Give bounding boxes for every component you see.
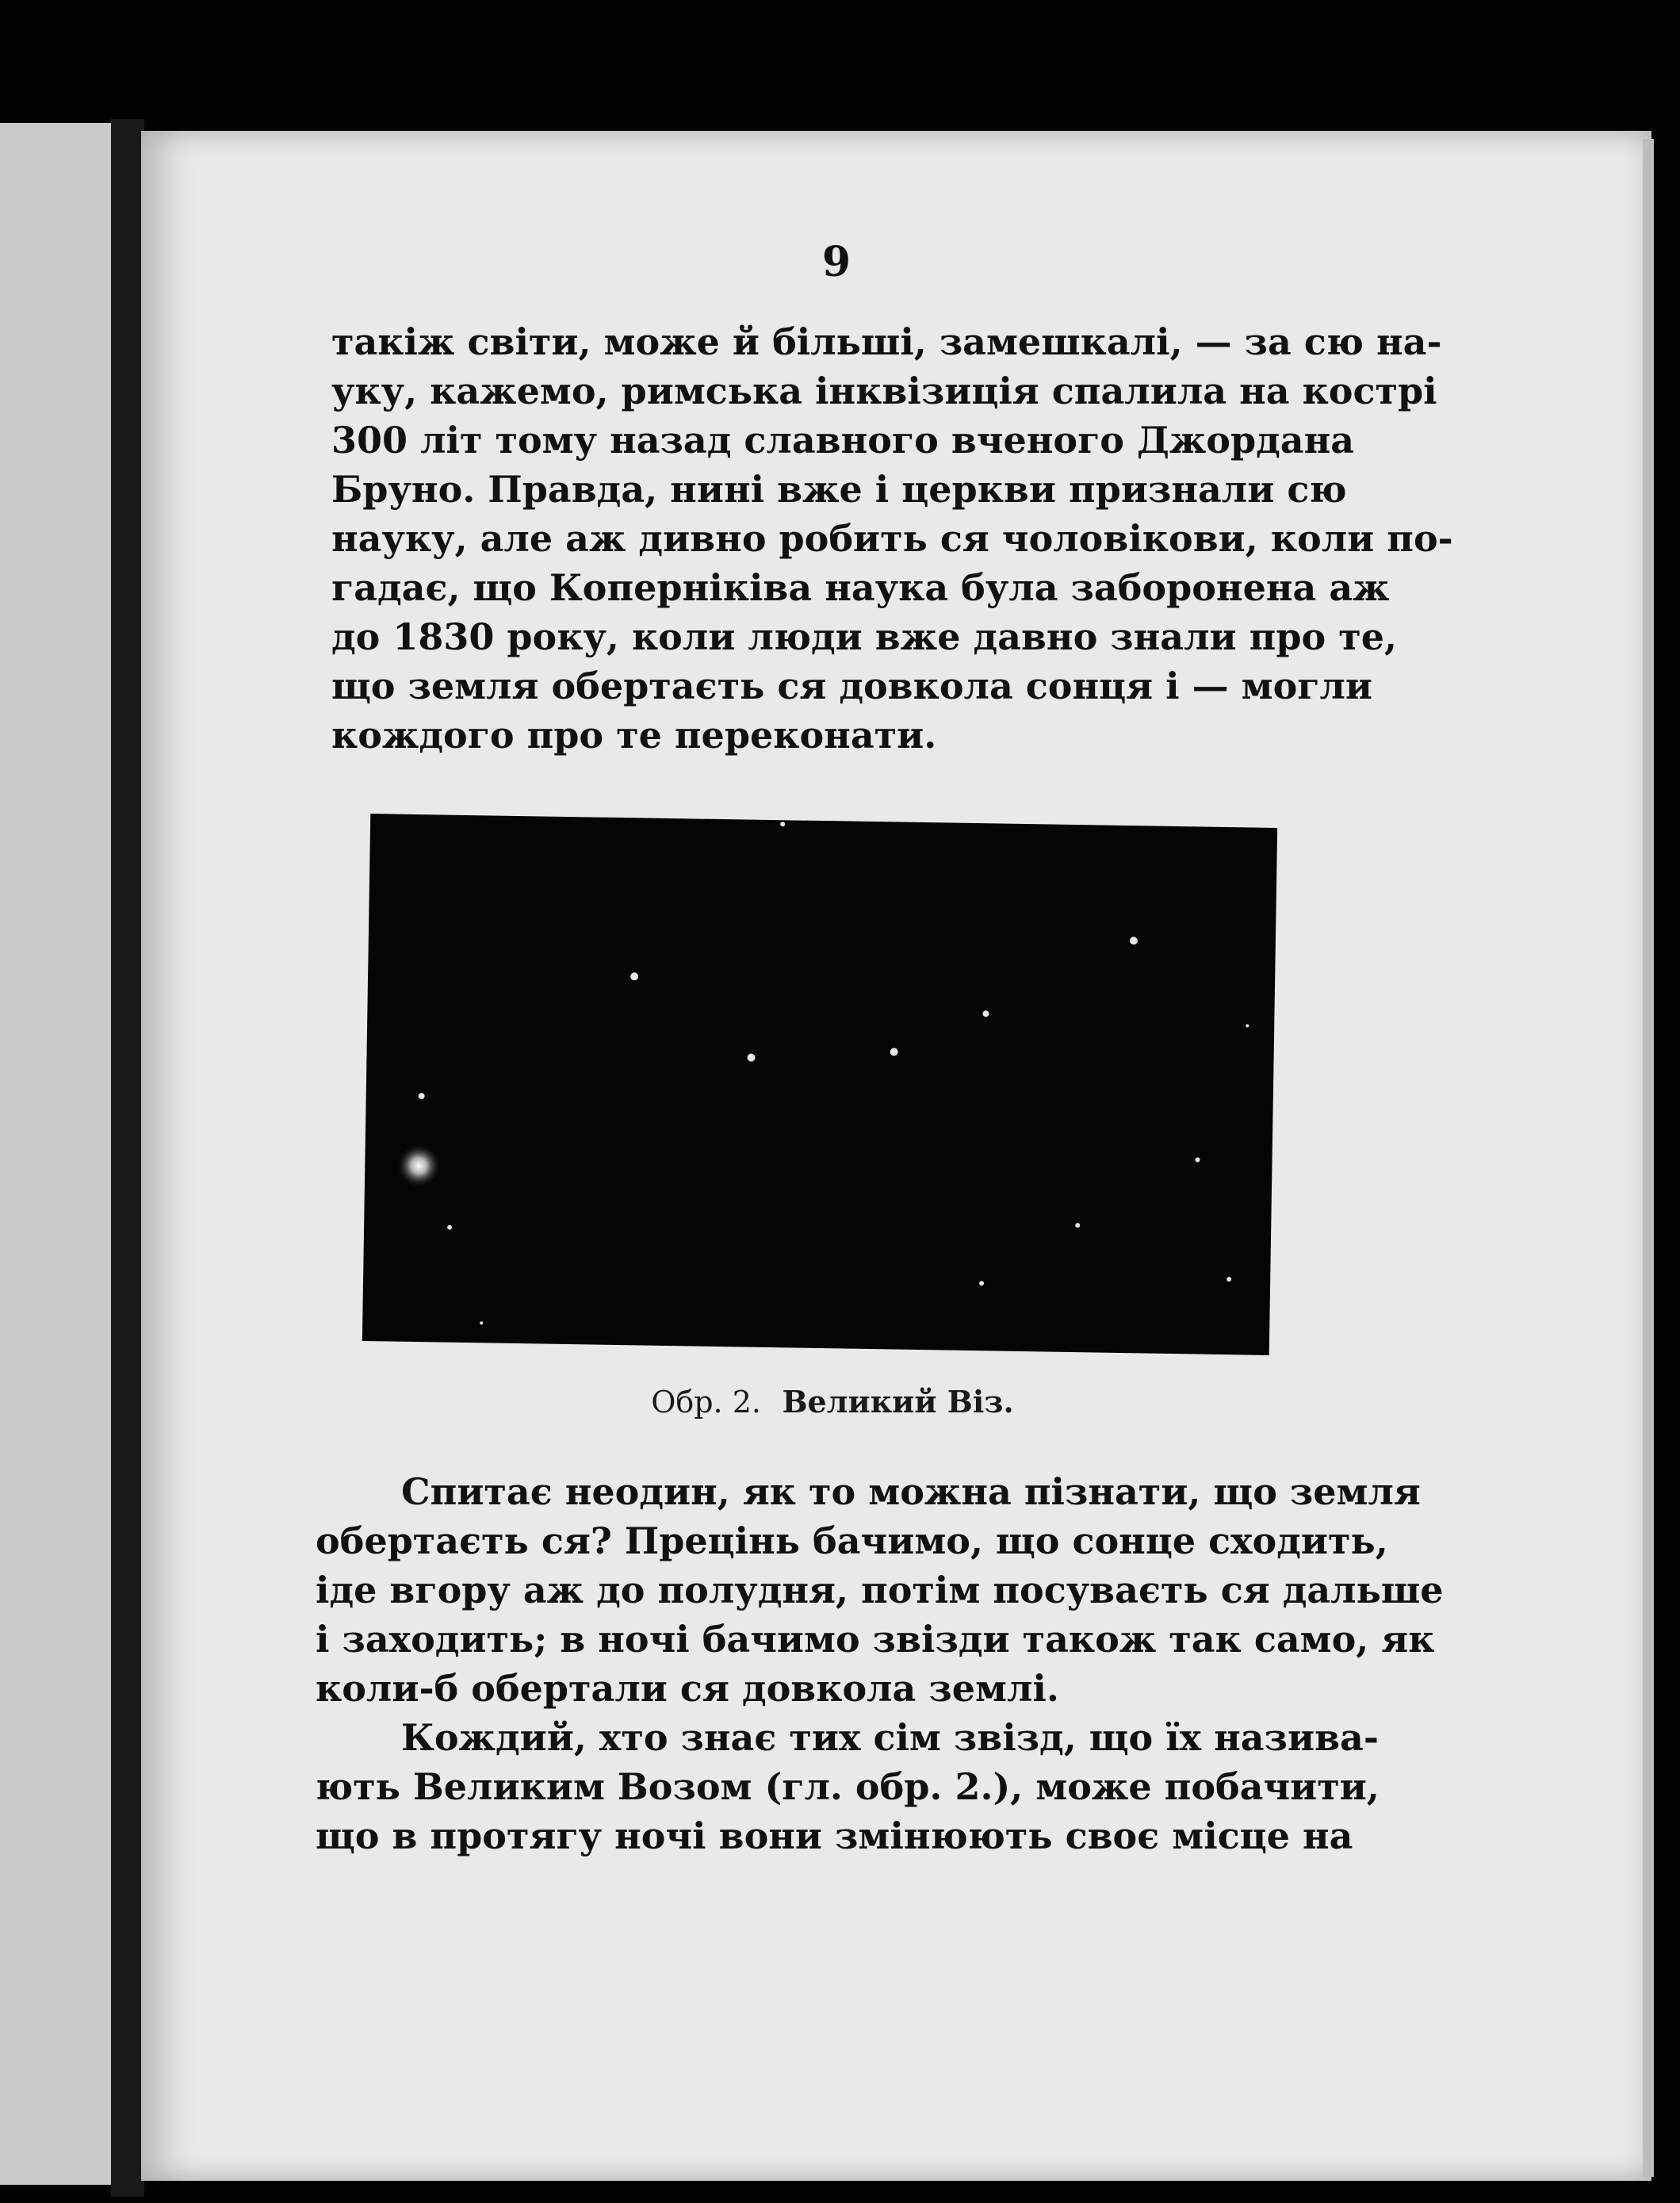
star [890,1048,898,1056]
star-field [362,814,1277,1355]
page-number: 9 [821,238,851,286]
text-line: Спитає неодин, як то можна пізнати, що земля [401,1470,1421,1513]
bright-star [396,1144,442,1189]
star [1075,1223,1080,1228]
paragraph-top [331,317,1453,760]
figure-big-dipper-photo [362,814,1277,1355]
text-line: кождого про те переконати. [331,714,937,757]
text-line: Кождий, хто знає тих сім звізд, що їх назива- [401,1716,1379,1759]
text-line: Бруно. Правда, нині вже і церкви признали сю [331,468,1347,511]
text-line: іде вгору аж до полудня, потім посуваєть ся дальше [316,1569,1444,1611]
star [630,972,638,980]
star [747,1054,755,1062]
star [1246,1024,1249,1027]
book-gutter [111,119,144,2197]
page-right-edge [1643,139,1654,2177]
text-line: обертаєть ся? Прецінь бачимо, що сонце сходить, [316,1519,1388,1562]
star [1130,937,1138,944]
star [982,1010,989,1017]
figure-caption-number: Обр. 2. [651,1385,761,1419]
text-line: що земля обертаєть ся довкола сонця і — могли [331,665,1373,707]
text-line: коли-б обертали ся довкола землі. [316,1667,1059,1710]
star [1227,1277,1231,1282]
star [447,1225,452,1230]
star [480,1321,483,1324]
paragraph-bottom [316,1467,1444,1860]
figure-caption [555,1384,1110,1419]
text-line: такіж світи, може й більші, замешкалі, — за сю на- [331,320,1442,363]
figure-caption-title: Великий Віз. [782,1384,1014,1419]
text-line: що в протягу ночі вони змінюють своє місце на [316,1814,1353,1857]
star [979,1281,984,1285]
star [780,822,785,826]
text-line: ють Великим Возом (гл. обр. 2.), може побачити, [316,1765,1380,1808]
star [1196,1157,1200,1162]
left-page-edge [0,123,111,2185]
text-line: 300 літ тому назад славного вченого Джордана [331,419,1355,462]
text-line: і заходить; в ночі бачимо звізди також так само, як [316,1618,1435,1661]
text-line: гадає, що Коперніківа наука була заборонена аж [331,566,1390,609]
star [419,1093,425,1099]
text-line: науку, але аж дивно робить ся чоловікови, коли по- [331,517,1453,560]
text-line: до 1830 року, коли люди вже давно знали про те, [331,615,1397,658]
text-line: уку, кажемо, римська інквізиція спалила на кострі [331,370,1437,412]
